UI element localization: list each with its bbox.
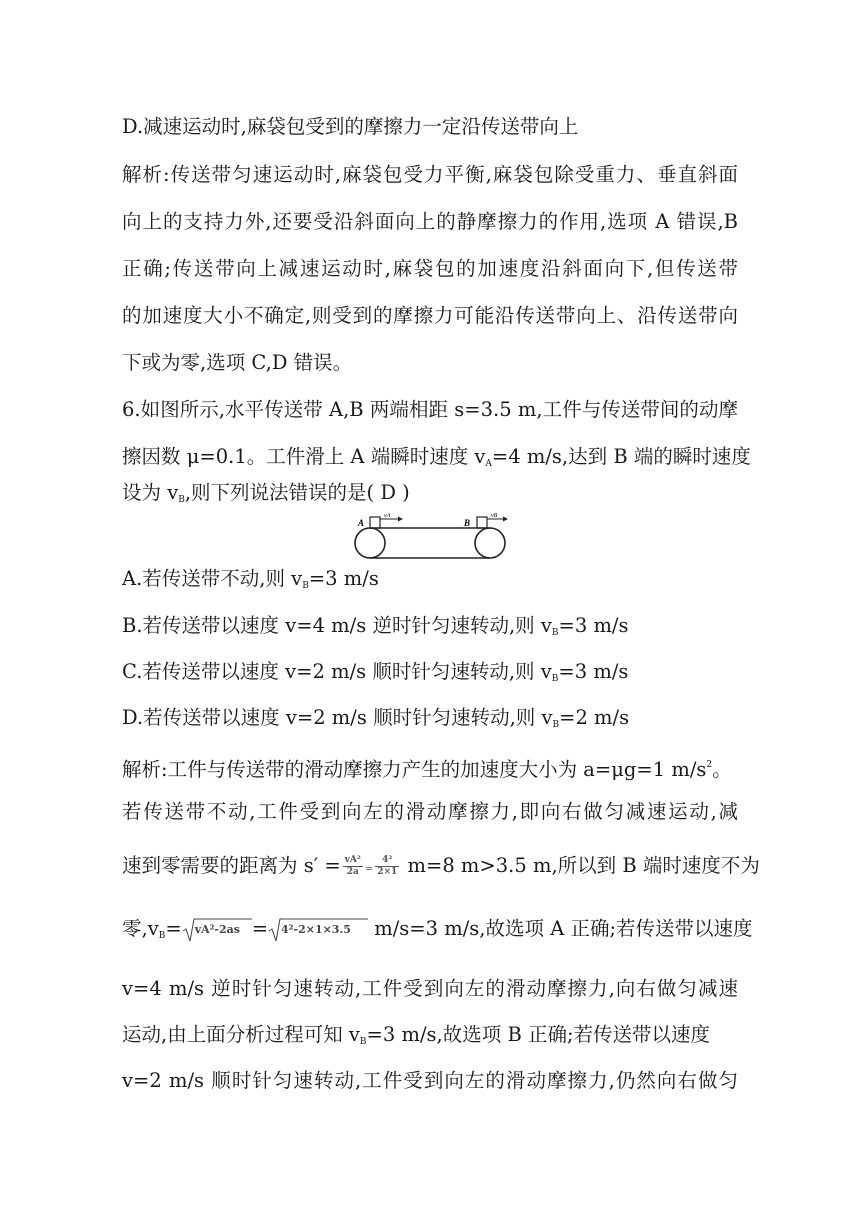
sqrt-expr-1: vA²-2as — [182, 917, 252, 943]
option-b: B.若传送带以速度 v=4 m/s 逆时针匀速转动,则 $v_B=3$ m/s — [122, 614, 629, 638]
fraction-1: $\frac{\text{vA²}}{2a}$ — [344, 855, 361, 877]
option-d-prev: D.减速运动时,麻袋包受到的摩擦力一定沿传送带向上 — [122, 115, 579, 138]
analysis-line-2: 向上的支持力外,还要受沿斜面向上的静摩擦力的作用,选项 A 错误,B — [122, 210, 738, 233]
left-pulley — [355, 528, 385, 558]
workpiece-a — [370, 517, 380, 528]
arrow-va-head — [398, 517, 403, 522]
analysis-line-1: 解析:传送带匀速运动时,麻袋包受力平衡,麻袋包除受重力、垂直斜面 — [122, 163, 738, 186]
question-6-line-1: 6.如图所示,水平传送带 A,B 两端相距 s=3.5 m,工件与传送带间的动摩 — [122, 398, 738, 421]
option-a: A.若传送带不动,则 $v_B=3$ m/s — [122, 567, 379, 591]
solution-line-1: 解析:工件与传送带的滑动摩擦力产生的加速度大小为 a=μg=1 $m/s^2$。 — [122, 758, 732, 781]
question-6-line-2: 擦因数 μ=0.1。工件滑上 A 端瞬时速度 $v_A=4$ m/s,达到 B 端的瞬时速度 — [122, 445, 751, 469]
workpiece-b — [477, 517, 487, 528]
analysis-line-3: 正确;传送带向上减速运动时,麻袋包的加速度沿斜面向下,但传送带 — [122, 257, 738, 280]
solution-line-5: v=4 m/s 逆时针匀速转动,工件受到向左的滑动摩擦力,向右做匀减速 — [122, 977, 738, 1000]
analysis-line-5: 下或为零,选项 C,D 错误。 — [122, 351, 353, 374]
right-pulley — [475, 528, 505, 558]
solution-line-7: v=2 m/s 顺时针匀速转动,工件受到向左的滑动摩擦力,仍然向右做匀 — [122, 1069, 738, 1092]
conveyor-belt-figure — [350, 510, 510, 560]
label-vb: vB — [491, 513, 498, 519]
analysis-line-4: 的加速度大小不确定,则受到的摩擦力可能沿传送带向上、沿传送带向 — [122, 304, 738, 327]
solution-line-2: 若传送带不动,工件受到向左的滑动摩擦力,即向右做匀减速运动,减 — [122, 800, 738, 823]
sqrt-expr-2: 4²-2×1×3.5 — [268, 917, 368, 943]
solution-line-4: 零$,v_B=$ vA²-2as = 4²-2×1×3.5 m/s=3 m/s,故选项 A 正确;若传送带以速度 — [122, 917, 753, 941]
option-c: C.若传送带以速度 v=2 m/s 顺时针匀速转动,则 $v_B=3$ m/s — [122, 660, 629, 684]
solution-line-6: 运动,由上面分析过程可知 $v_B=3$ m/s,故选项 B 正确;若传送带以速度 — [122, 1023, 711, 1047]
label-a: A — [358, 518, 365, 528]
arrow-vb-head — [503, 517, 508, 522]
option-d: D.若传送带以速度 v=2 m/s 顺时针匀速转动,则 $v_B=2$ m/s — [122, 706, 630, 730]
label-va: vA — [384, 513, 391, 519]
label-b: B — [464, 518, 471, 528]
solution-line-3: 速到零需要的距离为 s′ = $\frac{\text{vA²}}{2a}$ = $\frac{\text{4²}}{2\times 1}$ m=8 m>3.5 m,所以到 B 端时速度不为 — [122, 854, 760, 877]
question-6-line-3: 设为 $v_B$,则下列说法错误的是( D ) — [122, 481, 410, 505]
fraction-2: $\frac{\text{4²}}{2\times 1}$ — [377, 855, 398, 877]
